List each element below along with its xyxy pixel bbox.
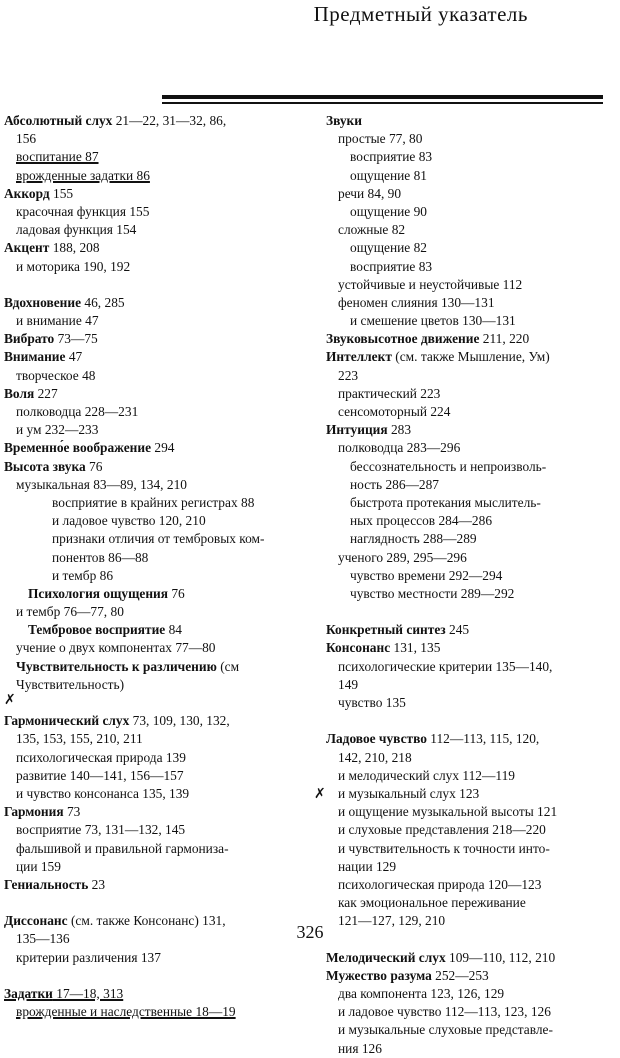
index-subentry xyxy=(326,385,618,403)
index-subentry xyxy=(326,1021,618,1039)
entry-text: ность 286—287 xyxy=(350,476,440,492)
index-subentry xyxy=(4,567,304,585)
entry-pages: (см. также Консонанс) 131, xyxy=(67,913,226,929)
index-subentry xyxy=(326,876,618,894)
entry-text: фальшивой и правильной гармониза- xyxy=(16,840,229,856)
index-entry-heading xyxy=(326,949,618,967)
index-subentry xyxy=(4,840,304,858)
index-subentry xyxy=(326,1040,618,1058)
entry-pages: 131, 135 xyxy=(390,640,441,656)
index-subentry xyxy=(326,367,618,385)
entry-text: бессознательность и непроизволь- xyxy=(350,458,547,474)
entry-text: учение о двух компонентах 77—80 xyxy=(16,640,216,656)
entry-text: 142, 210, 218 xyxy=(338,749,412,765)
index-subentry xyxy=(326,312,618,330)
entry-term: Психология ощущения xyxy=(28,585,168,601)
index-subentry xyxy=(326,785,618,803)
index-subentry xyxy=(326,585,618,603)
entry-text: восприятие 83 xyxy=(350,258,433,274)
entry-text: 121—127, 129, 210 xyxy=(338,913,446,929)
entry-term: Звуки xyxy=(326,113,362,128)
entry-text: музыкальная 83—89, 134, 210 xyxy=(16,476,187,492)
index-subentry xyxy=(326,458,618,476)
entry-text: нации 129 xyxy=(338,858,397,874)
entry-pages: 84 xyxy=(165,622,183,638)
entry-text: воспитание 87 xyxy=(16,149,99,165)
index-entry-heading xyxy=(4,585,304,603)
entry-term: Мелодический слух xyxy=(326,949,446,965)
entry-text: восприятие в крайних регистрах 88 xyxy=(52,494,255,510)
entry-term: Ладовое чувство xyxy=(326,731,427,747)
entry-term: Диссонанс xyxy=(4,913,68,929)
entry-term: Вибрато xyxy=(4,331,55,347)
index-subentry xyxy=(326,567,618,585)
index-subentry xyxy=(326,894,618,912)
index-subentry xyxy=(326,403,618,421)
entry-text: красочная функция 155 xyxy=(16,203,150,219)
entry-pages: 283 xyxy=(387,422,412,438)
index-subentry xyxy=(326,258,618,276)
index-entry-heading xyxy=(4,985,304,1003)
entry-pages: 46, 285 xyxy=(81,294,125,310)
index-subentry xyxy=(326,749,618,767)
index-subentry xyxy=(326,1003,618,1021)
entry-pages: 17—18, 313 xyxy=(52,986,124,1001)
index-subentry xyxy=(4,312,304,330)
entry-term: Абсолютный слух xyxy=(4,113,113,128)
index-subentry xyxy=(326,294,618,312)
entry-text: как эмоциональное переживание xyxy=(338,895,526,911)
index-subentry xyxy=(4,148,304,166)
entry-term: Мужество разума xyxy=(326,967,432,983)
entry-pages: 76 xyxy=(85,458,103,474)
entry-text: ния 126 xyxy=(338,1040,382,1056)
entry-text: и тембр 86 xyxy=(52,567,114,583)
entry-text: и внимание 47 xyxy=(16,313,99,329)
entry-text: развитие 140—141, 156—157 xyxy=(16,767,184,783)
entry-pages: 21—22, 31—32, 86, xyxy=(112,113,227,128)
entry-text: и музыкальные слуховые представле- xyxy=(338,1022,553,1038)
entry-text: практический 223 xyxy=(338,385,441,401)
entry-text: и музыкальный слух 123 xyxy=(338,785,480,801)
entry-text: 149 xyxy=(338,676,359,692)
index-entry-heading xyxy=(4,330,304,348)
index-entry-heading xyxy=(4,876,304,894)
entry-gap xyxy=(326,603,618,621)
index-subentry xyxy=(326,676,618,694)
index-subentry xyxy=(326,130,618,148)
entry-pages: 73—75 xyxy=(54,331,98,347)
index-subentry xyxy=(4,512,304,530)
entry-text: ощущение 90 xyxy=(350,203,427,219)
entry-pages: 211, 220 xyxy=(479,331,530,347)
index-subentry xyxy=(326,549,618,567)
index-subentry xyxy=(326,821,618,839)
index-subentry xyxy=(4,749,304,767)
index-subentry xyxy=(326,840,618,858)
entry-pages: (см. также Мышление, Ум) xyxy=(391,349,550,365)
entry-term: Конкретный синтез xyxy=(326,622,446,638)
entry-text: врожденные и наследственные 18—19 xyxy=(16,1004,236,1020)
entry-text: два компонента 123, 126, 129 xyxy=(338,986,505,1001)
index-subentry xyxy=(4,676,304,694)
entry-pages: 73 xyxy=(63,804,81,820)
entry-term: Тембровое восприятие xyxy=(28,622,166,638)
entry-pages: 294 xyxy=(151,440,175,456)
index-entry-heading xyxy=(4,439,304,457)
index-subentry xyxy=(4,421,304,439)
index-subentry xyxy=(326,803,618,821)
entry-pages: 73, 109, 130, 132, xyxy=(129,713,230,729)
entry-text: 156 xyxy=(16,131,37,147)
handwritten-cross-mark: ✗ xyxy=(314,787,326,802)
entry-text: восприятие 73, 131—132, 145 xyxy=(16,822,186,838)
entry-text: устойчивые и неустойчивые 112 xyxy=(338,276,523,292)
entry-term: Интуиция xyxy=(326,422,388,438)
index-subentry xyxy=(326,494,618,512)
entry-text: и ощущение музыкальной высоты 121 xyxy=(338,804,558,820)
entry-term: Задатки xyxy=(4,986,53,1001)
entry-text: и ладовое чувство 120, 210 xyxy=(52,513,206,529)
index-entry-heading xyxy=(4,621,304,639)
index-entry-heading xyxy=(4,112,304,130)
index-subentry xyxy=(4,130,304,148)
index-entry-heading xyxy=(4,658,304,676)
entry-text: и чувствительность к точности инто- xyxy=(338,840,550,856)
entry-gap xyxy=(4,894,304,912)
index-subentry xyxy=(4,403,304,421)
index-subentry xyxy=(326,185,618,203)
index-subentry xyxy=(326,439,618,457)
entry-pages: 188, 208 xyxy=(49,240,100,256)
index-subentry xyxy=(4,603,304,621)
entry-text: психологическая природа 120—123 xyxy=(338,876,542,892)
entry-term: Акцент xyxy=(4,240,50,256)
header-rule-thick xyxy=(162,95,603,99)
index-subentry xyxy=(326,658,618,676)
index-column-left xyxy=(4,112,304,1021)
entry-term: Вдохновение xyxy=(4,294,82,310)
entry-term: Консонанс xyxy=(326,640,391,656)
index-subentry xyxy=(4,476,304,494)
entry-text: психологические критерии 135—140, xyxy=(338,658,553,674)
entry-text: чувство местности 289—292 xyxy=(350,585,515,601)
index-subentry xyxy=(326,694,618,712)
entry-gap xyxy=(4,694,304,712)
index-subentry xyxy=(4,785,304,803)
index-subentry xyxy=(4,549,304,567)
entry-text: ученого 289, 295—296 xyxy=(338,549,467,565)
entry-text: и ум 232—233 xyxy=(16,422,99,438)
entry-term: Гармонический слух xyxy=(4,713,130,729)
index-subentry xyxy=(4,949,304,967)
entry-term: Воля xyxy=(4,385,35,401)
entry-term: Временно́е воображение xyxy=(4,440,152,456)
entry-term: Интеллект xyxy=(326,349,392,365)
index-subentry xyxy=(326,767,618,785)
index-entry-heading xyxy=(4,712,304,730)
entry-text: феномен слияния 130—131 xyxy=(338,294,495,310)
index-entry-heading xyxy=(326,330,618,348)
index-entry-heading xyxy=(326,730,618,748)
entry-text: ощущение 82 xyxy=(350,240,427,256)
index-entry-heading xyxy=(4,185,304,203)
index-subentry xyxy=(4,821,304,839)
index-column-right xyxy=(326,112,618,1058)
index-subentry xyxy=(326,530,618,548)
entry-text: и моторика 190, 192 xyxy=(16,258,131,274)
entry-term: Гармония xyxy=(4,804,64,820)
header-rule-thin xyxy=(162,102,603,104)
index-subentry xyxy=(4,258,304,276)
entry-text: Чувствительность) xyxy=(16,676,125,692)
index-subentry xyxy=(4,730,304,748)
index-subentry xyxy=(4,530,304,548)
index-subentry xyxy=(326,858,618,876)
entry-pages: 76 xyxy=(168,585,185,601)
entry-text: психологическая природа 139 xyxy=(16,749,186,765)
index-subentry xyxy=(326,239,618,257)
entry-text: быстрота протекания мыслитель- xyxy=(350,494,541,510)
entry-text: сенсомоторный 224 xyxy=(338,404,451,419)
entry-text: 135, 153, 155, 210, 211 xyxy=(16,731,143,747)
index-subentry xyxy=(4,858,304,876)
index-subentry xyxy=(4,367,304,385)
entry-text: простые 77, 80 xyxy=(338,131,423,147)
index-entry-heading xyxy=(326,421,618,439)
entry-pages: 23 xyxy=(88,876,106,892)
entry-text: понентов 86—88 xyxy=(52,549,149,565)
entry-text: и мелодический слух 112—119 xyxy=(338,767,515,783)
index-entry-heading xyxy=(4,348,304,366)
entry-text: чувство времени 292—294 xyxy=(350,567,503,583)
index-subentry xyxy=(4,221,304,239)
index-entry-heading xyxy=(326,639,618,657)
index-subentry xyxy=(4,494,304,512)
entry-text: и слуховые представления 218—220 xyxy=(338,822,546,838)
index-subentry xyxy=(326,276,618,294)
index-subentry xyxy=(4,767,304,785)
index-subentry xyxy=(4,203,304,221)
entry-text: ощущение 81 xyxy=(350,167,427,183)
index-subentry xyxy=(326,512,618,530)
entry-text: восприятие 83 xyxy=(350,149,433,165)
index-entry-heading xyxy=(326,621,618,639)
index-subentry xyxy=(326,148,618,166)
entry-term: Чувствительность к различению xyxy=(16,658,217,674)
entry-text: 223 xyxy=(338,367,359,383)
entry-text: и тембр 76—77, 80 xyxy=(16,604,124,620)
handwritten-cross-mark: ✗ xyxy=(4,693,16,708)
entry-text: ных процессов 284—286 xyxy=(350,513,493,529)
entry-gap xyxy=(4,276,304,294)
entry-pages: 109—110, 112, 210 xyxy=(445,949,556,965)
entry-text: полководца 283—296 xyxy=(338,440,461,456)
entry-text: критерии различения 137 xyxy=(16,949,161,965)
index-subentry xyxy=(4,167,304,185)
entry-text: творческое 48 xyxy=(16,367,96,383)
index-subentry xyxy=(4,1003,304,1021)
entry-text: врожденные задатки 86 xyxy=(16,167,150,183)
index-subentry xyxy=(326,167,618,185)
index-subentry xyxy=(326,221,618,239)
entry-text: и смешение цветов 130—131 xyxy=(350,313,516,329)
entry-text: и ладовое чувство 112—113, 123, 126 xyxy=(338,1004,551,1020)
entry-pages: 112—113, 115, 120, xyxy=(426,731,540,747)
index-subentry xyxy=(326,203,618,221)
entry-text: полководца 228—231 xyxy=(16,404,139,419)
entry-text: ции 159 xyxy=(16,858,61,874)
entry-term: Внимание xyxy=(4,349,66,365)
page-title: Предметный указатель xyxy=(313,2,528,26)
index-entry-heading xyxy=(4,803,304,821)
entry-text: речи 84, 90 xyxy=(338,185,402,201)
index-entry-heading xyxy=(4,385,304,403)
entry-term: Гениальность xyxy=(4,876,89,892)
entry-pages: 245 xyxy=(445,622,470,638)
page-number: 326 xyxy=(296,922,324,942)
entry-text: чувство 135 xyxy=(338,695,406,710)
index-subentry xyxy=(326,476,618,494)
entry-text: и чувство консонанса 135, 139 xyxy=(16,785,190,801)
entry-pages: 155 xyxy=(49,185,74,201)
index-subentry xyxy=(4,639,304,657)
entry-gap xyxy=(326,712,618,730)
entry-pages: 47 xyxy=(65,349,83,365)
entry-text: 135—136 xyxy=(16,931,70,947)
entry-pages: (см xyxy=(216,658,240,674)
entry-term: Высота звука xyxy=(4,458,86,474)
entry-text: наглядность 288—289 xyxy=(350,531,477,547)
entry-text: признаки отличия от тембровых ком- xyxy=(52,531,265,547)
index-entry-heading xyxy=(326,348,618,366)
entry-pages: 227 xyxy=(34,385,58,401)
index-entry-heading xyxy=(4,239,304,257)
entry-pages: 252—253 xyxy=(431,967,489,983)
index-entry-heading xyxy=(4,458,304,476)
index-entry-heading xyxy=(4,294,304,312)
index-subentry xyxy=(326,985,618,1003)
index-entry-heading xyxy=(326,112,618,130)
entry-text: сложные 82 xyxy=(338,222,406,238)
entry-text: ладовая функция 154 xyxy=(16,222,137,238)
entry-term: Звуковысотное движение xyxy=(326,331,480,347)
entry-term: Аккорд xyxy=(4,185,50,201)
